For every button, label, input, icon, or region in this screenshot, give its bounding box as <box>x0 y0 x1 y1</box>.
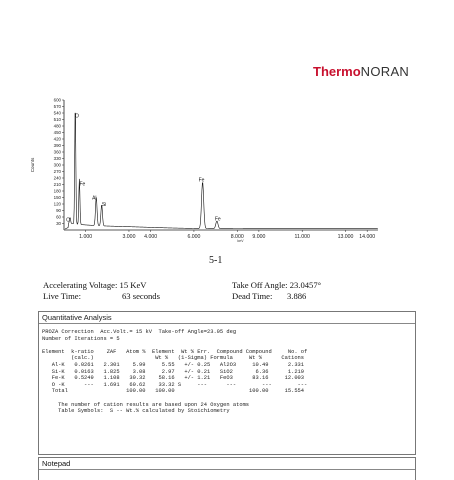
notepad-title: Notepad <box>39 458 415 470</box>
x-axis-label: keV <box>237 239 244 243</box>
y-tick-label: 570 <box>54 104 62 109</box>
x-tick-label: 6.000 <box>187 234 200 240</box>
chart-axes <box>64 100 378 230</box>
dead-time-value: 3.886 <box>287 291 306 301</box>
y-tick-label: 330 <box>54 156 62 161</box>
eds-spectrum-chart <box>20 94 400 254</box>
notepad-panel <box>38 457 416 480</box>
peak-label-si: Si <box>102 202 106 208</box>
peak-label-fe: Fe <box>79 182 85 188</box>
peak-label-al: Al <box>92 196 96 202</box>
chart-ticks <box>30 98 375 244</box>
x-tick-label: 14.000 <box>359 234 375 240</box>
y-tick-label: 480 <box>54 124 62 129</box>
dead-time-label: Dead Time: <box>232 291 272 301</box>
quantitative-analysis-title: Quantitative Analysis <box>39 312 415 324</box>
logo-product: NORAN <box>361 64 409 79</box>
x-tick-label: 3.000 <box>122 234 135 240</box>
live-time-value: 63 seconds <box>122 291 160 301</box>
y-tick-label: 360 <box>54 150 62 155</box>
y-axis-label: Counts <box>30 157 35 172</box>
peak-label-o: O <box>75 113 79 119</box>
y-tick-label: 450 <box>54 130 62 135</box>
y-tick-label: 210 <box>54 182 62 187</box>
peak-label-fe: Fe <box>215 216 221 222</box>
logo-brand: Thermo <box>313 64 361 79</box>
y-tick-label: 540 <box>54 111 62 116</box>
peak-label-c: C <box>66 217 70 223</box>
peak-label-fe: Fe <box>199 177 205 183</box>
spectrum-line <box>65 113 378 229</box>
chart-peak-labels <box>66 113 221 223</box>
accelerating-voltage: Accelerating Voltage: 15 KeV <box>43 280 147 290</box>
y-tick-label: 600 <box>54 98 62 103</box>
x-tick-label: 1.000 <box>79 234 92 240</box>
y-tick-label: 120 <box>54 202 62 207</box>
thermo-noran-logo <box>313 64 409 79</box>
y-tick-label: 60 <box>56 215 61 220</box>
x-tick-label: 9.000 <box>252 234 265 240</box>
x-tick-label: 13.000 <box>338 234 354 240</box>
x-tick-label: 8.000 <box>231 234 244 240</box>
y-tick-label: 300 <box>54 163 62 168</box>
take-off-angle: Take Off Angle: 23.0457° <box>232 280 321 290</box>
y-tick-label: 150 <box>54 195 62 200</box>
y-tick-label: 30 <box>56 221 61 226</box>
x-tick-label: 4.000 <box>144 234 157 240</box>
y-tick-label: 90 <box>56 208 61 213</box>
y-tick-label: 420 <box>54 137 62 142</box>
x-tick-label: 11.000 <box>294 234 310 240</box>
y-tick-label: 270 <box>54 169 62 174</box>
quantitative-analysis-table: PROZA Correction Acc.Volt.= 15 kV Take-off Angle=23.05 deg Number of Iterations = 5 Element k-ratio ZAF Atom % Element Wt % Err. Compound Compound No. of (calc.) Wt % (1-Sigma) Formula Wt % Cations Al-K 0.0261 2.301 5.99 5.55 +/- 0.25 Al2O3 10.49 2.331 Si-K 0.0163 1.825 3.08 2.97 +/- 0.21 SiO2 6.36 1.219 Fe-K 0.5249 1.108 30.32 58.16 +/- 1.21 FeO3 83.16 12.003 O -K --- 1.691 60.62 33.32 S --- --- --- --- Total 100.00 100.00 100.00 15.554 The number of cation results are based upon 24 Oxygen atoms Table Symbols: S -- Wt.% calculated by Stoichiometry <box>39 324 415 415</box>
y-tick-label: 240 <box>54 176 62 181</box>
chart-plot <box>65 110 378 229</box>
live-time-label: Live Time: <box>43 291 81 301</box>
y-tick-label: 510 <box>54 117 62 122</box>
figure-label: 5-1 <box>209 255 222 266</box>
y-tick-label: 180 <box>54 189 62 194</box>
quantitative-analysis-panel <box>38 311 416 455</box>
y-tick-label: 390 <box>54 143 62 148</box>
